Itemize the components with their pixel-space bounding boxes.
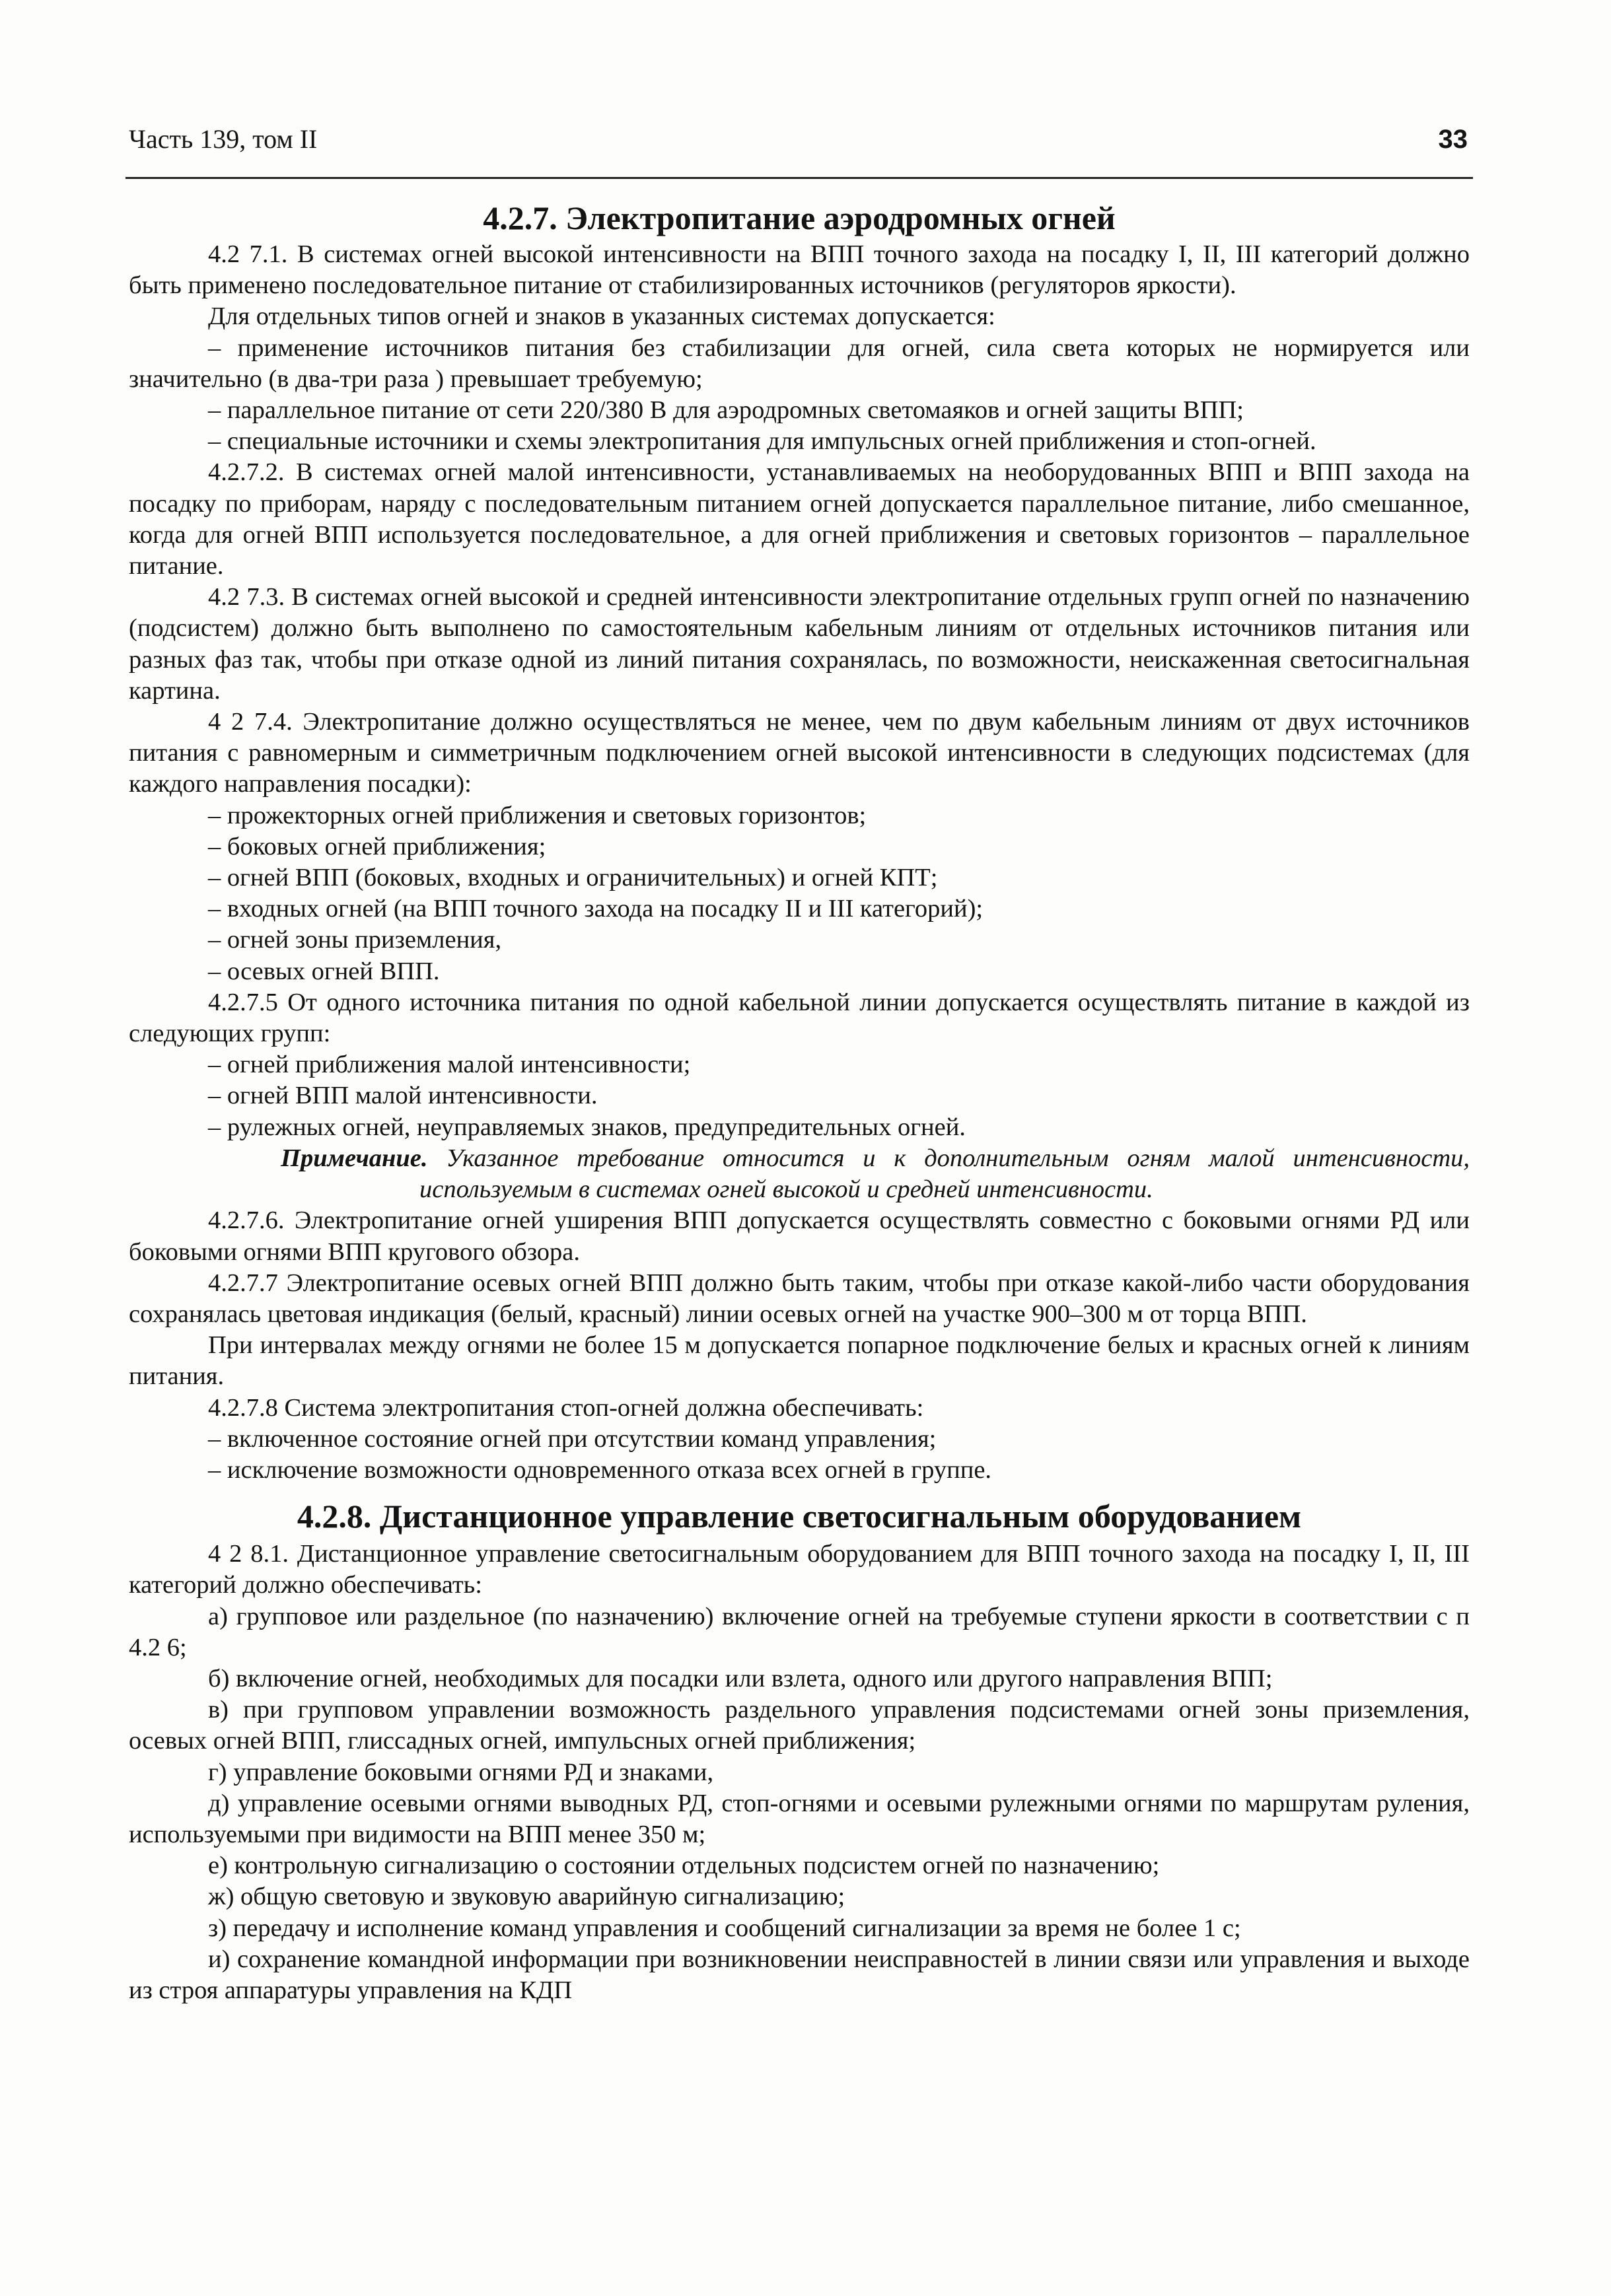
note [129,1143,1470,1205]
paragraph: – исключение возможности одновременного отказа всех огней в группе. [208,1455,992,1484]
paragraph: 4.2.7.6. Электропитание огней уширения ВПП допускается осуществлять совместно с боковыми огнями РД или боковыми огнями ВПП кругового обзора. [129,1206,1470,1266]
paragraph: з) передачу и исполнение команд управления и сообщений сигнализации за время не более 1 с; [208,1914,1241,1942]
paragraph: 4.2.7.8 Система электропитания стоп-огней должна обеспечивать: [208,1393,924,1422]
paragraph: – применение источников питания без стабилизации для огней, сила света которых не нормируется или значительно (в два-три раза ) превышает требуемую; [129,333,1470,393]
section-4-2-8-paragraphs [129,1539,1470,2006]
paragraph: 4.2 7.3. В системах огней высокой и средней интенсивности электропитание отдельных групп огней по назначению (подсистем) должно быть выполнено по самостоятельным кабельным линиям от отдельных источников питания или разных фаз так, чтобы при отказе одной из линий питания сохранялась, по возможности, неискаженная светосигнальная картина. [129,583,1470,705]
header-part-volume: Часть 139, том II [129,124,318,154]
paragraph: д) управление осевыми огнями выводных РД, стоп-огнями и осевыми рулежными огнями по маршрутам руления, используемыми при видимости на ВПП менее 350 м; [129,1789,1470,1848]
paragraph: 4.2.7.7 Электропитание осевых огней ВПП должно быть таким, чтобы при отказе какой-либо части оборудования сохранялась цветовая индикация (белый, красный) линии осевых огней на участке 900–300 м от торца ВПП. [129,1269,1470,1328]
paragraph: Для отдельных типов огней и знаков в указанных системах допускается: [208,302,995,331]
paragraph: – боковых огней приближения; [208,832,546,860]
paragraph: – огней ВПП (боковых, входных и ограничительных) и огней КПТ; [208,864,938,892]
paragraph: а) групповое или раздельное (по назначению) включение огней на требуемые ступени яркости в соответствии с п 4.2 6; [129,1602,1470,1661]
paragraph: – рулежных огней, неуправляемых знаков, предупредительных огней. [208,1113,966,1141]
paragraph: и) сохранение командной информации при возникновении неисправностей в линии связи или управления и выходе из строя аппаратуры управления на КДП [129,1945,1470,2004]
section-4-2-7-paragraphs-after-note [129,1205,1470,1486]
paragraph: б) включение огней, необходимых для посадки или взлета, одного или другого направления ВПП; [208,1664,1273,1692]
paragraph: 4.2.7.5 От одного источника питания по одной кабельной линии допускается осуществлять питание в каждой из следующих групп: [129,988,1470,1048]
paragraph: – прожекторных огней приближения и световых горизонтов; [208,801,867,829]
paragraph: При интервалах между огнями не более 15 м допускается попарное подключение белых и красных огней к линиям питания. [129,1331,1470,1391]
paragraph: в) при групповом управлении возможность раздельного управления подсистемами огней зоны приземления, осевых огней ВПП, глиссадных огней, импульсных огней приближения; [129,1696,1470,1755]
paragraph: – специальные источники и схемы электропитания для импульсных огней приближения и стоп-огней. [208,427,1316,456]
paragraph: – параллельное питание от сети 220/380 В для аэродромных светомаяков и огней защиты ВПП; [208,396,1244,425]
document-body [129,198,1470,2006]
paragraph: 4.2 7.1. В системах огней высокой интенсивности на ВПП точного захода на посадку I, II, III категорий должно быть применено последовательное питание от стабилизированных источников (регуляторов яркости). [129,240,1470,300]
header-rule [125,177,1473,179]
note-text: Указанное требование относится и к дополнительным огням малой интенсивности, используемым в системах огней высокой и средней интенсивности. [419,1144,1470,1204]
section-4-2-7-paragraphs [129,239,1470,1143]
paragraph: – огней зоны приземления, [208,926,502,954]
paragraph: – входных огней (на ВПП точного захода на посадку II и III категорий); [208,895,984,923]
page-number: 33 [1438,125,1468,154]
paragraph: – огней приближения малой интенсивности; [208,1051,691,1079]
paragraph: 4 2 7.4. Электропитание должно осуществляться не менее, чем по двум кабельным линиям от двух источников питания с равномерным и симметричным подключением огней высокой интенсивности в следующих подсистемах (для каждого направления посадки): [129,708,1470,798]
paragraph: 4 2 8.1. Дистанционное управление светосигнальным оборудованием для ВПП точного захода на посадку I, II, III категорий должно обеспечивать: [129,1540,1470,1599]
section-title-4-2-7: 4.2.7. Электропитание аэродромных огней [483,199,1116,236]
paragraph: – осевых огней ВПП. [208,957,440,985]
paragraph: – огней ВПП малой интенсивности. [208,1082,598,1110]
paragraph: г) управление боковыми огнями РД и знаками, [208,1758,714,1786]
page-header [129,118,1468,161]
note-label: Примечание. [281,1144,428,1172]
paragraph: е) контрольную сигнализацию о состоянии отдельных подсистем огней по назначению; [208,1852,1160,1880]
paragraph: ж) общую световую и звуковую аварийную сигнализацию; [208,1883,845,1911]
paragraph: 4.2.7.2. В системах огней малой интенсивности, устанавливаемых на необорудованных ВПП и ВПП захода на посадку по приборам, наряду с последовательным питанием огней допускается параллельное питание, либо смешанное, когда для огней ВПП используется последовательное, а для огней приближения и световых горизонтов – параллельное питание. [129,458,1470,580]
paragraph: – включенное состояние огней при отсутствии команд управления; [208,1424,937,1453]
section-title-4-2-8: 4.2.8. Дистанционное управление светосигнальным оборудованием [297,1498,1302,1535]
